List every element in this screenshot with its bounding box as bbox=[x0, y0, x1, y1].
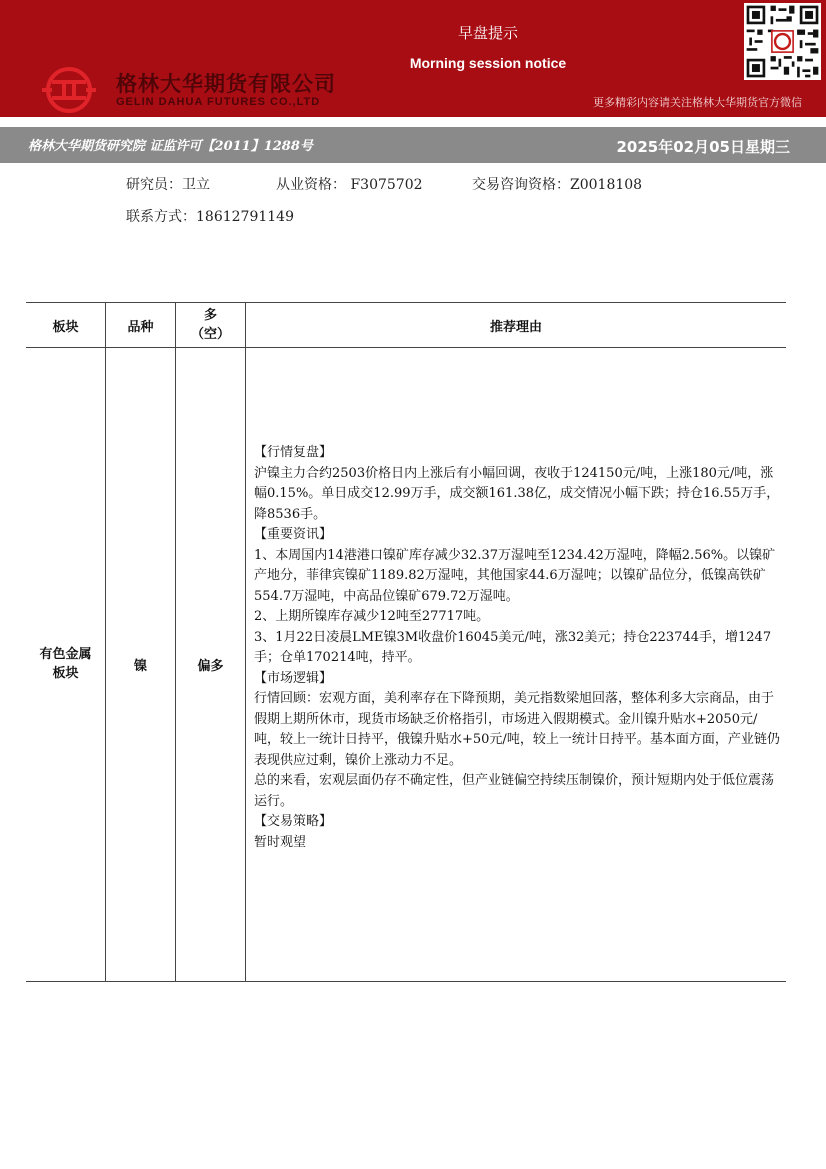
reason-line: 1、本周国内14港港口镍矿库存减少32.37万湿吨至1234.42万湿吨，降幅2.56%。以镍矿产地分，菲律宾镍矿1189.82万湿吨，其他国家44.6万湿吨；以镍矿品位分，低镍高铁矿554.7万湿吨，中高品位镍矿679.72万湿吨。 bbox=[254, 547, 776, 604]
institute-license: 格林大华期货研究院 证监许可【2011】1288号 bbox=[28, 139, 313, 154]
analyst-info-line bbox=[126, 174, 642, 194]
reason-line: 【行情复盘】 bbox=[254, 445, 333, 460]
reason-line: 行情回顾：宏观方面，美利率存在下降预期，美元指数梁旭回落，整体利多大宗商品，由于假期上期所休市，现货市场缺乏价格指引，市场进入假期模式。金川镍升贴水+2050元/吨，较上一统计日持平，俄镍升贴水+50元/吨，较上一统计日持平。基本面方面，产业链仍表现供应过剩，镍价上涨动力不足。 bbox=[254, 691, 780, 768]
header-reason: 推荐理由 bbox=[489, 319, 542, 335]
header-sector: 板块 bbox=[52, 319, 79, 335]
report-title-cn: 早盘提示 bbox=[457, 24, 518, 42]
company-logo-icon bbox=[40, 66, 98, 114]
company-name-cn: 格林大华期货有限公司 bbox=[116, 72, 336, 96]
cell-variety: 镍 bbox=[133, 658, 147, 674]
reason-line: 【重要资讯】 bbox=[254, 527, 333, 542]
report-date: 2025年02月05日星期三 bbox=[616, 138, 790, 156]
reason-line: 沪镍主力合约2503价格日内上涨后有小幅回调，夜收于124150元/吨，上涨180元/吨，涨幅0.15%。单日成交12.99万手，成交额161.38亿，成交情况小幅下跌；持仓16.55万手，降8536手。 bbox=[254, 465, 780, 522]
follow-wechat-note: 更多精彩内容请关注格林大华期货官方微信 bbox=[593, 96, 802, 109]
reason-line: 3、1月22日凌晨LME镍3M收盘价16045美元/吨，涨32美元；持仓223744手，增1247手；仓单170214吨，持平。 bbox=[254, 629, 772, 665]
header-direction: 多 （空） bbox=[190, 308, 230, 342]
company-name-en: GELIN DAHUA FUTURES CO.,LTD bbox=[116, 96, 321, 108]
header-variety: 品种 bbox=[127, 319, 154, 335]
reason-line: 【市场逻辑】 bbox=[254, 670, 333, 686]
cell-sector: 有色金属 板块 bbox=[39, 647, 92, 681]
cell-direction: 偏多 bbox=[197, 658, 224, 674]
cell-reason bbox=[254, 443, 782, 853]
qualification-number: 从业资格： F3075702 bbox=[276, 177, 423, 193]
advisory-qualification: 交易咨询资格：Z0018108 bbox=[472, 177, 643, 193]
reason-line: 2、上期所镍库存减少12吨至27717吨。 bbox=[254, 609, 490, 624]
reason-line: 【交易策略】 bbox=[254, 814, 333, 829]
wechat-qr-code-icon bbox=[744, 3, 821, 80]
report-title-en: Morning session notice bbox=[409, 55, 567, 71]
reason-line: 总的来看，宏观层面仍存不确定性，但产业链偏空持续压制镍价，预计短期内处于低位震荡运行。 bbox=[254, 773, 775, 809]
recommendation-table bbox=[26, 302, 786, 982]
contact-phone: 联系方式：18612791149 bbox=[126, 209, 294, 225]
contact-line bbox=[126, 206, 294, 226]
reason-line: 暂时观望 bbox=[254, 834, 307, 850]
column-divider bbox=[245, 303, 246, 981]
researcher-name: 研究员：卫立 bbox=[126, 177, 210, 193]
